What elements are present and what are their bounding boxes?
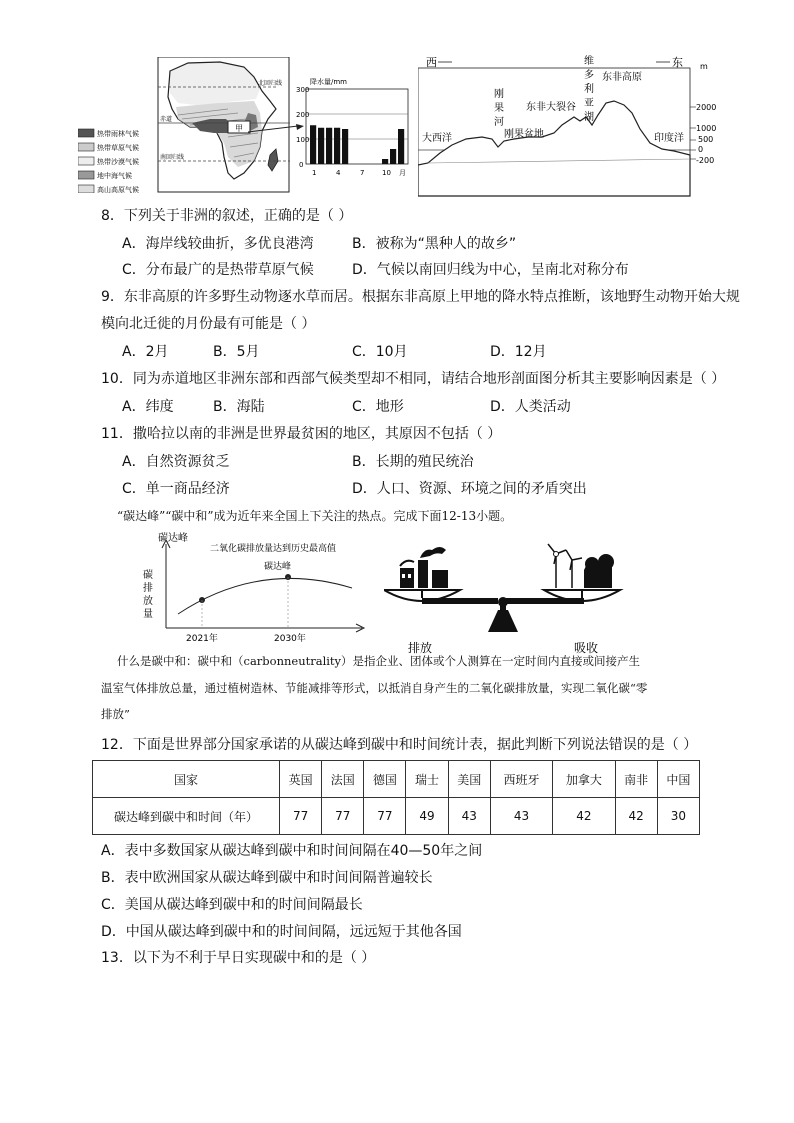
ylabel-char-1: 碳 (143, 570, 153, 581)
table-cell: 30 (657, 798, 699, 835)
precip-bar-3 (326, 128, 332, 164)
table-cell: 77 (280, 798, 322, 835)
wind-turbines-and-trees-icon (548, 544, 614, 588)
q9-option-a[interactable]: A．2月 (122, 344, 169, 360)
q9-option-d[interactable]: D．12月 (490, 344, 547, 360)
scale-emission-label: 排放 (408, 641, 433, 655)
q11-option-d[interactable]: D．人口、资源、环境之间的矛盾突出 (352, 481, 587, 497)
q9-option-b[interactable]: B．5月 (213, 344, 260, 360)
table-cell: 42 (615, 798, 657, 835)
carbon-peak-chart (140, 530, 370, 646)
table-header-cell: 美国 (448, 761, 490, 798)
precip-bar-2 (318, 128, 324, 164)
table-header-cell: 南非 (615, 761, 657, 798)
victoria-char-3: 利 (584, 84, 594, 95)
legend-rainforest: 热带雨林气候 (97, 130, 139, 138)
xtick-1: 1 (312, 169, 317, 177)
legend-mediterranean: 地中海气候 (97, 172, 132, 180)
carbon-neutral-table (92, 760, 700, 835)
victoria-char-4: 亚 (584, 98, 594, 109)
unit-label: m (700, 62, 708, 71)
q8-option-d[interactable]: D．气候以南回归线为中心，呈南北对称分布 (352, 262, 629, 278)
precip-bar-12 (398, 129, 404, 164)
q8-stem: 8．下列关于非洲的叙述，正确的是（ ） (101, 208, 353, 224)
table-cell: 77 (364, 798, 406, 835)
scale-absorption-label: 吸收 (574, 641, 599, 655)
west-label: 西 (426, 56, 437, 69)
precip-bar-10 (382, 159, 388, 164)
elev-500: 500 (698, 135, 714, 144)
elev-2000: 2000 (696, 103, 717, 112)
q11-option-c[interactable]: C．单一商品经济 (122, 481, 230, 497)
xlabel-2030: 2030年 (274, 634, 306, 644)
table-header-cell: 瑞士 (406, 761, 448, 798)
q13-stem: 13．以下为不利于早日实现碳中和的是（ ） (101, 950, 376, 966)
atlantic-label: 大西洋 (422, 133, 452, 144)
south-tropic-label: 南回归线 (160, 154, 185, 161)
q10-option-d[interactable]: D．人类活动 (490, 399, 571, 415)
precip-bar-4 (334, 128, 340, 164)
east-label: 东 (672, 56, 683, 69)
q9-stem-line2: 模向北迁徙的月份最有可能是（ ） (101, 316, 316, 332)
q10-option-b[interactable]: B．海陆 (213, 399, 265, 415)
ylabel-char-4: 量 (143, 609, 153, 620)
elev-neg200: -200 (696, 156, 715, 165)
precip-bar-1 (310, 125, 316, 164)
q9-option-c[interactable]: C．10月 (352, 344, 408, 360)
congo-basin-label: 刚果盆地 (504, 129, 544, 140)
topographic-profile (418, 55, 718, 197)
elev-1000: 1000 (696, 124, 717, 133)
q9-stem-line1: 9．东非高原的许多野生动物逐水草而居。根据东非高原上甲地的降水特点推断，该地野生动物开始大规 (101, 289, 740, 305)
definition-line2: 温室气体排放总量，通过植树造林、节能减排等形式，以抵消自身产生的二氧化碳排放量，实现二氧化碳“零 (101, 681, 648, 695)
table-cell: 42 (553, 798, 615, 835)
precip-ylabel: 降水量/mm (310, 78, 347, 86)
q12-option-a[interactable]: A．表中多数国家从碳达峰到碳中和时间间隔在40—50年之间 (101, 843, 483, 859)
carbon-chart-title: 碳达峰 (158, 533, 188, 544)
legend-desert: 热带沙漠气候 (97, 158, 139, 166)
congo-river-char-1: 刚 (494, 89, 504, 100)
table-cell: 49 (406, 798, 448, 835)
definition-line3: 排放” (101, 707, 130, 721)
carbon-balance-scale (384, 540, 634, 656)
table-header-row (93, 761, 700, 798)
table-header-cell: 法国 (322, 761, 364, 798)
carbon-peak-label: 碳达峰 (264, 562, 292, 572)
victoria-char-1: 维 (584, 56, 594, 67)
equator-label: 赤道 (160, 116, 173, 123)
table-header-cell: 英国 (280, 761, 322, 798)
legend-savanna: 热带草原气候 (97, 144, 139, 152)
xtick-4: 4 (336, 169, 341, 177)
table-header-cell: 加拿大 (553, 761, 615, 798)
table-cell: 43 (490, 798, 552, 835)
ylabel-char-3: 放 (143, 596, 153, 607)
north-tropic-label: 北回归线 (258, 80, 283, 87)
precip-bar-11 (390, 149, 396, 164)
victoria-char-2: 多 (584, 70, 594, 81)
q8-option-b[interactable]: B．被称为“黑种人的故乡” (352, 236, 517, 252)
table-cell: 43 (448, 798, 490, 835)
congo-river-char-3: 河 (494, 117, 504, 128)
precip-bar-5 (342, 129, 348, 164)
intro-text: “碳达峰”“碳中和”成为近年来全国上下关注的热点。完成下面12-13小题。 (117, 509, 513, 523)
q11-stem: 11．撒哈拉以南的非洲是世界最贫困的地区，其原因不包括（ ） (101, 426, 502, 442)
map-legend (78, 129, 139, 193)
ytick-100: 100 (296, 136, 310, 144)
ytick-300: 300 (296, 86, 310, 94)
definition-line1: 什么是碳中和：碳中和（carbonneutrality）是指企业、团体或个人测算在一定时间内直接或间接产生 (117, 654, 641, 668)
congo-river-char-2: 果 (494, 103, 504, 114)
ytick-200: 200 (296, 111, 310, 119)
xtick-7: 7 (360, 169, 365, 177)
q10-option-a[interactable]: A．纬度 (122, 399, 174, 415)
victoria-char-5: 湖 (584, 112, 594, 123)
table-row (93, 798, 700, 835)
legend-highland: 高山高原气候 (97, 186, 139, 193)
q11-option-a[interactable]: A．自然资源贫乏 (122, 454, 230, 470)
ylabel-char-2: 排 (143, 583, 153, 594)
xtick-10: 10 (382, 169, 391, 177)
xlabel-2021: 2021年 (186, 634, 218, 644)
q10-stem: 10．同为赤道地区非洲东部和西部气候类型却不相同，请结合地形剖面图分析其主要影响因素是（ ） (101, 371, 726, 387)
q12-option-d[interactable]: D．中国从碳达峰到碳中和的时间间隔，远远短于其他各国 (101, 924, 462, 940)
q12-option-b[interactable]: B．表中欧洲国家从碳达峰到碳中和时间间隔普遍较长 (101, 870, 433, 886)
q12-stem: 12．下面是世界部分国家承诺的从碳达峰到碳中和时间统计表，据此判断下列说法错误的是（ ） (101, 737, 698, 753)
q8-option-a[interactable]: A．海岸线较曲折，多优良港湾 (122, 236, 314, 252)
table-header-cell: 中国 (657, 761, 699, 798)
table-cell: 77 (322, 798, 364, 835)
q11-option-b[interactable]: B．长期的殖民统治 (352, 454, 474, 470)
factory-icon (400, 547, 448, 588)
table-cell: 碳达峰到碳中和时间（年） (93, 798, 280, 835)
ytick-0: 0 (299, 161, 304, 169)
plateau-label: 东非高原 (602, 72, 642, 83)
table-header-cell: 国家 (93, 761, 280, 798)
table-header-cell: 德国 (364, 761, 406, 798)
precipitation-chart (288, 75, 412, 180)
q10-option-c[interactable]: C．地形 (352, 399, 404, 415)
rift-label: 东非大裂谷 (526, 102, 576, 113)
q8-option-c[interactable]: C．分布最广的是热带草原气候 (122, 262, 314, 278)
carbon-annotation: 二氧化碳排放量达到历史最高值 (210, 544, 337, 554)
elev-0: 0 (698, 145, 704, 154)
table-header-cell: 西班牙 (490, 761, 552, 798)
point-jia-label: 甲 (235, 124, 243, 133)
q12-option-c[interactable]: C．美国从碳达峰到碳中和的时间间隔最长 (101, 897, 363, 913)
xtick-month: 月 (399, 169, 406, 177)
indian-ocean-label: 印度洋 (654, 133, 684, 144)
